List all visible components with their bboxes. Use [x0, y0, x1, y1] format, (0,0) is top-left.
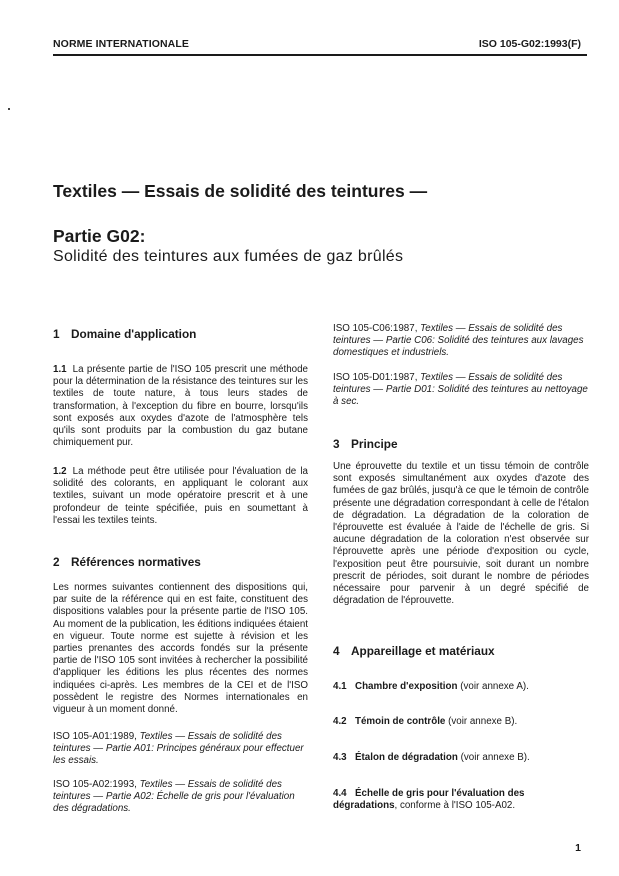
reference-d01: [333, 372, 589, 409]
reference-a01-title: Textiles — Essais de solidité des teintures — Partie A01: Principes généraux pour effectuer les essais.: [53, 731, 304, 767]
part-label: Partie G02:: [53, 226, 146, 246]
item-4-4-label: Échelle de gris pour l'évaluation des dégradations: [333, 788, 525, 812]
item-4-3-label: Étalon de dégradation: [355, 752, 458, 763]
section-1-heading: [53, 327, 196, 341]
section-4-number: 4: [333, 644, 340, 658]
item-4-4: [333, 788, 589, 812]
section-3-number: 3: [333, 437, 340, 451]
section-3-title: Principe: [351, 437, 398, 451]
para-1-2-text: La méthode peut être utilisée pour l'évaluation de la solidité des colorants, en appliquant le colorant aux textiles, suivant un mode opératoire prescrit et à une profondeur de teinte spécifiée, puis en soumettant à l'essai les textiles teints.: [53, 466, 308, 526]
item-4-2-number: 4.2: [333, 716, 347, 727]
item-4-1-rest: (voir annexe A).: [457, 681, 529, 692]
item-4-4-number: 4.4: [333, 788, 347, 799]
section-2-paragraph: Les normes suivantes contiennent des dispositions qui, par suite de la référence qui en est faite, constituent des dispositions valables pour la présente partie de l'ISO 105. Au moment de la publication, les éditions indiquées étaient en vigueur. Toute norme est sujette à révision et les parties prenantes des accords fondés sur la présente partie de l'ISO 105 sont invitées à rechercher la possibilité d'appliquer les éditions les plus récentes des normes indiquées ci-après. Les membres de la CEI et de l'ISO possèdent le registre des Normes internationales en vigueur à un moment donné.: [53, 582, 308, 716]
reference-c06: [333, 323, 589, 360]
header-rule: [53, 54, 587, 56]
reference-c06-code: ISO 105-C06:1987,: [333, 323, 418, 334]
page-number: 1: [575, 842, 581, 854]
reference-a02-title: Textiles — Essais de solidité des teintures — Partie A02: Échelle de gris pour l'évaluation des dégradations.: [53, 779, 295, 815]
item-4-2: [333, 716, 517, 727]
para-1-2: [53, 466, 308, 527]
para-1-2-number: 1.2: [53, 466, 67, 477]
section-3-paragraph: Une éprouvette du textile et un tissu témoin de contrôle sont exposés simultanément aux oxydes d'azote des fumées de gaz brûlés, jusqu'à ce que le témoin de contrôle présente une dégradation correspondant à celle de l'étalon de dégradation. La dégradation de la coloration de l'éprouvette est évaluée à l'aide de l'échelle de gris. Si aucune dégradation de la coloration n'est observée sur l'éprouvette après une période d'exposition ou cycle, l'exposition peut être poursuivie, soit durant un nombre prescrit de périodes, soit durant le nombre de périodes nécessaire pour parvenir à un degré spécifié de dégradation de l'éprouvette.: [333, 461, 589, 607]
item-4-1-number: 4.1: [333, 681, 347, 692]
section-2-heading: [53, 555, 201, 569]
reference-a01: [53, 731, 308, 768]
document-title: Textiles — Essais de solidité des teintures —: [53, 181, 428, 201]
item-4-1: [333, 681, 529, 692]
item-4-3-rest: (voir annexe B).: [457, 752, 530, 763]
item-4-2-rest: (voir annexe B).: [445, 716, 518, 727]
section-1-title: Domaine d'application: [71, 327, 197, 341]
item-4-3: [333, 752, 530, 763]
section-4-title: Appareillage et matériaux: [351, 644, 495, 658]
reference-c06-title: Textiles — Essais de solidité des teintures — Partie C06: Solidité des teintures aux lavages domestiques et industriels.: [333, 323, 584, 359]
para-1-1: [53, 364, 308, 449]
reference-d01-code: ISO 105-D01:1987,: [333, 372, 418, 383]
reference-a01-code: ISO 105-A01:1989,: [53, 731, 137, 742]
reference-a02-code: ISO 105-A02:1993,: [53, 779, 137, 790]
section-4-heading: [333, 644, 495, 658]
para-1-1-text: La présente partie de l'ISO 105 prescrit une méthode pour la détermination de la résistance des teintures sur les textiles de toute nature, à tous leurs stades de transformation, à l'exception du fibre en bourre, lorsqu'ils sont exposés aux oxydes d'azote de l'atmosphère tels qu'ils sont produits par la combustion du gaz butane chimiquement pur.: [53, 364, 308, 449]
section-2-title: Références normatives: [71, 555, 201, 569]
header-right: ISO 105-G02:1993(F): [478, 38, 581, 50]
section-1-number: 1: [53, 327, 60, 341]
item-4-3-number: 4.3: [333, 752, 347, 763]
para-1-1-number: 1.1: [53, 364, 67, 375]
reference-d01-title: Textiles — Essais de solidité des teintures — Partie D01: Solidité des teintures au nettoyage à sec.: [333, 372, 588, 408]
part-subtitle: Solidité des teintures aux fumées de gaz brûlés: [53, 248, 404, 265]
section-3-heading: [333, 437, 398, 451]
reference-a02: [53, 779, 308, 816]
header-left: NORME INTERNATIONALE: [53, 38, 189, 50]
section-2-number: 2: [53, 555, 60, 569]
item-4-4-rest: , conforme à l'ISO 105-A02.: [394, 800, 516, 812]
item-4-2-label: Témoin de contrôle: [355, 716, 446, 727]
margin-dot: [8, 108, 10, 110]
item-4-1-label: Chambre d'exposition: [355, 681, 458, 692]
